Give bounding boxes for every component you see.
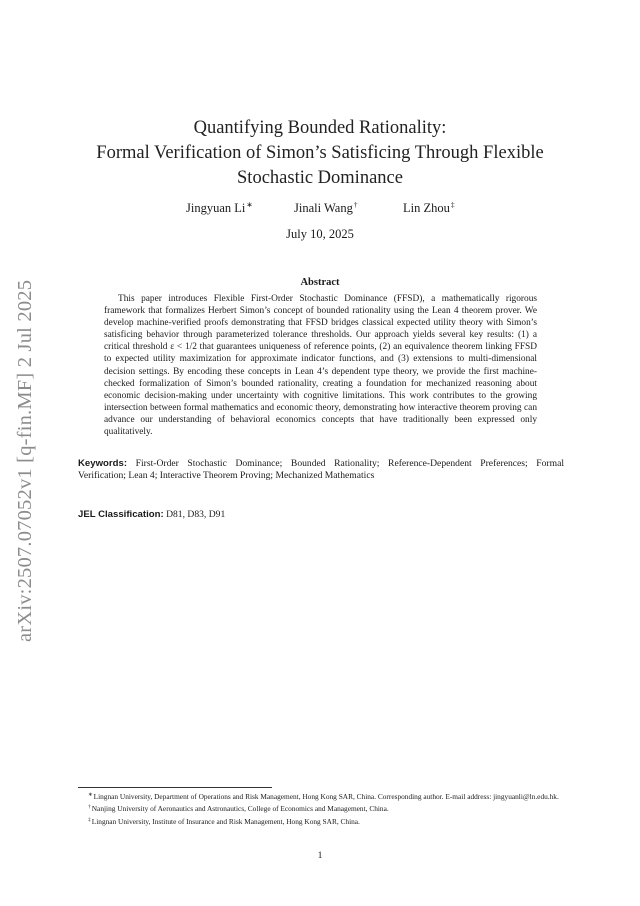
author-jingyuan-li	[186, 200, 253, 216]
keywords-label: Keywords:	[78, 458, 128, 469]
paper-title	[80, 116, 560, 191]
page-number: 1	[317, 850, 323, 861]
title-line: Stochastic Dominance	[237, 168, 403, 188]
title-line: Quantifying Bounded Rationality:	[193, 118, 447, 138]
arxiv-identifier-stamp: arXiv:2507.07052v1 [q-fin.MF] 2 Jul 2025	[14, 279, 36, 642]
title-line: Formal Verification of Simon’s Satisficing Through Flexible	[96, 143, 544, 163]
jel-codes: D81, D83, D91	[166, 509, 226, 520]
footnote-mark: ∗	[88, 792, 93, 798]
keywords-section	[78, 458, 564, 482]
footnote-mark: †	[88, 804, 91, 811]
keywords-text: First-Order Stochastic Dominance; Bounded Rationality; Reference-Dependent Preferences; Formal Verification; Lean 4; Interactive Theorem Proving; Mechanized Mathematics	[78, 458, 564, 482]
footnote-affiliation-3	[78, 815, 564, 827]
author-lin-zhou	[403, 200, 455, 216]
author-footnote-mark[interactable]: ∗	[246, 200, 253, 209]
author-list	[0, 200, 640, 220]
footnote-affiliation-2	[78, 802, 564, 814]
footnote-divider	[78, 787, 272, 788]
abstract-heading: Abstract	[300, 277, 340, 288]
author-name: Lin Zhou	[403, 201, 450, 215]
jel-classification-section	[78, 509, 564, 521]
footnote-mark: ‡	[88, 816, 91, 823]
author-footnote-mark[interactable]: †	[353, 200, 358, 209]
footnote-affiliation-1	[78, 790, 564, 802]
abstract-text: This paper introduces Flexible First-Order Stochastic Dominance (FFSD), a mathematically rigorous framework that formalizes Herbert Simon’s concept of bounded rationality using the Lean 4 theorem prover. We develop machine-verified proofs demonstrating that FFSD bridges classical expected utility theory with Simon’s satisficing behavior through parameterized tolerance thresholds. Our approach yields several key results: (1) a critical threshold ε < 1/2 that guarantees uniqueness of reference points, (2) an equivalence theorem linking FFSD to expected utility maximization for approximate indicator functions, and (3) extensions to multi-dimensional decision settings. By encoding these concepts in Lean 4’s dependent type theory, we provide the first machine-checked formalization of Simon’s bounded rationality, creating a foundation for mechanized reasoning about economic decision-making under uncertainty with cognitive limitations. This work contributes to the growing intersection between formal mathematics and economic theory, demonstrating how interactive theorem proving can advance our understanding of behavioral economics concepts that have traditionally been expressed only qualitatively.	[104, 294, 537, 438]
footnote-text: Nanjing University of Aeronautics and Astronautics, College of Economics and Management, China.	[91, 804, 389, 814]
footnotes	[78, 790, 564, 827]
author-jinali-wang	[294, 200, 358, 216]
footnote-text: Lingnan University, Institute of Insurance and Risk Management, Hong Kong SAR, China.	[91, 816, 360, 826]
publication-date: July 10, 2025	[286, 227, 354, 241]
author-name: Jingyuan Li	[186, 201, 246, 215]
author-name: Jinali Wang	[294, 201, 353, 215]
author-footnote-mark[interactable]: ‡	[450, 200, 455, 209]
footnote-text: Lingnan University, Department of Operations and Risk Management, Hong Kong SAR, China. Corresponding author. E-mail address: jingyuanli@ln.edu.hk.	[93, 792, 559, 801]
jel-label: JEL Classification:	[78, 509, 164, 520]
